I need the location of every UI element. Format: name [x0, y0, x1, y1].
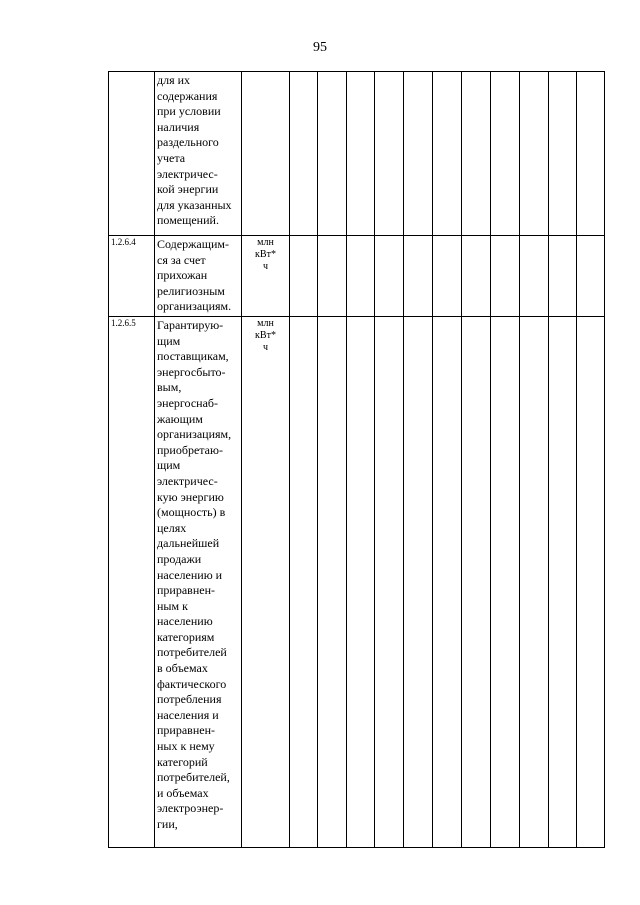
row-description: для их содержания при условии наличия раздельного учета электричес- кой энергии для указанных помещений.: [155, 72, 242, 236]
table-row: [109, 317, 605, 848]
row-code: 1.2.6.4: [109, 236, 155, 317]
table-row: [109, 236, 605, 317]
row-description: Содержащим- ся за счет прихожан религиозным организациям.: [155, 236, 242, 317]
row-code: [109, 72, 155, 236]
data-table: [108, 71, 605, 848]
row-description: Гарантирую- щим поставщикам, энергосбыто- вым, энергоснаб- жающим организациям, приобретаю- щим электричес- кую энергию (мощность) в целях дальнейшей продажи населению и приравнен- ным к населению категориям потребителей в объемах фактического потребления населения и приравнен- ных к нему категорий потребителей, и объемах электроэнер- гии,: [155, 317, 242, 848]
row-code: 1.2.6.5: [109, 317, 155, 848]
row-unit: млн кВт* ч: [242, 317, 290, 848]
table-row: [109, 72, 605, 236]
row-unit: [242, 72, 290, 236]
page-number: 95: [313, 40, 327, 55]
row-unit: млн кВт* ч: [242, 236, 290, 317]
